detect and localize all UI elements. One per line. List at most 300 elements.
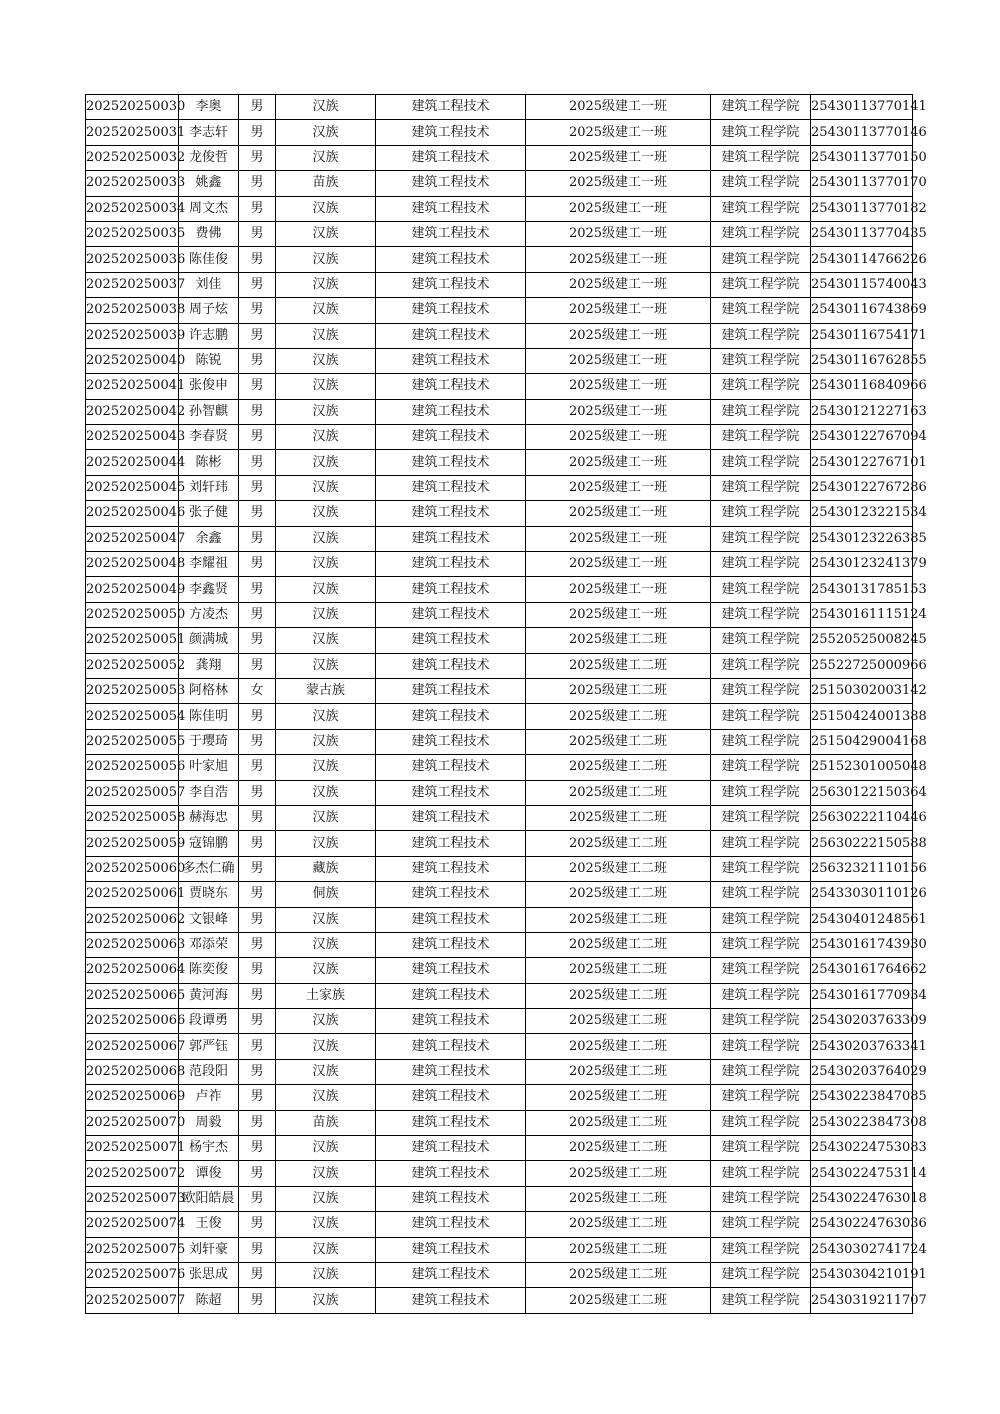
exam-number-cell: 25430131785153 [811,577,913,602]
major-cell: 建筑工程技术 [376,501,526,526]
name-cell: 文银峰 [179,907,239,932]
table-row [86,1009,913,1034]
student-id-cell: 202520250057 [86,780,179,805]
ethnicity-cell: 汉族 [276,1009,376,1034]
class-cell: 2025级建工一班 [526,348,711,373]
college-cell: 建筑工程学院 [711,729,811,754]
table-row [86,272,913,297]
table-row [86,602,913,627]
student-id-cell: 202520250066 [86,1009,179,1034]
exam-number-cell: 25430224753083 [811,1136,913,1161]
student-id-cell: 202520250056 [86,755,179,780]
ethnicity-cell: 侗族 [276,882,376,907]
table-row [86,805,913,830]
exam-number-cell: 25430401248561 [811,907,913,932]
name-cell: 多杰仁确 [179,856,239,881]
gender-cell: 男 [239,882,276,907]
name-cell: 张子健 [179,501,239,526]
exam-number-cell: 25430113770146 [811,120,913,145]
exam-number-cell: 25430113770150 [811,145,913,170]
name-cell: 李奥 [179,95,239,120]
ethnicity-cell: 汉族 [276,729,376,754]
college-cell: 建筑工程学院 [711,272,811,297]
major-cell: 建筑工程技术 [376,1059,526,1084]
college-cell: 建筑工程学院 [711,1237,811,1262]
table-row [86,1262,913,1287]
student-id-cell: 202520250060 [86,856,179,881]
college-cell: 建筑工程学院 [711,399,811,424]
student-id-cell: 202520250038 [86,298,179,323]
gender-cell: 男 [239,425,276,450]
student-id-cell: 202520250071 [86,1136,179,1161]
major-cell: 建筑工程技术 [376,907,526,932]
table-row [86,348,913,373]
major-cell: 建筑工程技术 [376,780,526,805]
student-id-cell: 202520250039 [86,323,179,348]
class-cell: 2025级建工一班 [526,298,711,323]
name-cell: 王俊 [179,1212,239,1237]
major-cell: 建筑工程技术 [376,628,526,653]
major-cell: 建筑工程技术 [376,374,526,399]
gender-cell: 男 [239,1059,276,1084]
gender-cell: 女 [239,678,276,703]
class-cell: 2025级建工二班 [526,704,711,729]
college-cell: 建筑工程学院 [711,602,811,627]
table-row [86,475,913,500]
college-cell: 建筑工程学院 [711,653,811,678]
college-cell: 建筑工程学院 [711,958,811,983]
class-cell: 2025级建工二班 [526,1110,711,1135]
exam-number-cell: 25430116754171 [811,323,913,348]
class-cell: 2025级建工二班 [526,1237,711,1262]
student-id-cell: 202520250055 [86,729,179,754]
major-cell: 建筑工程技术 [376,704,526,729]
student-id-cell: 202520250077 [86,1288,179,1313]
name-cell: 陈奕俊 [179,958,239,983]
table-row [86,450,913,475]
name-cell: 谭俊 [179,1161,239,1186]
table-row [86,729,913,754]
exam-number-cell: 25430161115124 [811,602,913,627]
table-row [86,1136,913,1161]
student-id-cell: 202520250037 [86,272,179,297]
name-cell: 余鑫 [179,526,239,551]
ethnicity-cell: 汉族 [276,831,376,856]
name-cell: 李志轩 [179,120,239,145]
class-cell: 2025级建工一班 [526,526,711,551]
major-cell: 建筑工程技术 [376,323,526,348]
ethnicity-cell: 汉族 [276,501,376,526]
exam-number-cell: 25430116743869 [811,298,913,323]
table-row [86,831,913,856]
student-id-cell: 202520250040 [86,348,179,373]
exam-number-cell: 25430123226385 [811,526,913,551]
name-cell: 李耀祖 [179,552,239,577]
ethnicity-cell: 汉族 [276,425,376,450]
class-cell: 2025级建工二班 [526,1288,711,1313]
table-row [86,399,913,424]
major-cell: 建筑工程技术 [376,247,526,272]
table-row [86,298,913,323]
student-id-cell: 202520250042 [86,399,179,424]
major-cell: 建筑工程技术 [376,653,526,678]
ethnicity-cell: 汉族 [276,1262,376,1287]
student-id-cell: 202520250069 [86,1085,179,1110]
class-cell: 2025级建工一班 [526,399,711,424]
gender-cell: 男 [239,577,276,602]
ethnicity-cell: 汉族 [276,1034,376,1059]
name-cell: 黄河海 [179,983,239,1008]
ethnicity-cell: 汉族 [276,1186,376,1211]
gender-cell: 男 [239,653,276,678]
major-cell: 建筑工程技术 [376,1237,526,1262]
ethnicity-cell: 汉族 [276,1161,376,1186]
major-cell: 建筑工程技术 [376,145,526,170]
class-cell: 2025级建工一班 [526,450,711,475]
class-cell: 2025级建工二班 [526,1034,711,1059]
exam-number-cell: 25430224753114 [811,1161,913,1186]
gender-cell: 男 [239,729,276,754]
student-id-cell: 202520250051 [86,628,179,653]
college-cell: 建筑工程学院 [711,907,811,932]
class-cell: 2025级建工二班 [526,1262,711,1287]
ethnicity-cell: 汉族 [276,399,376,424]
ethnicity-cell: 汉族 [276,1237,376,1262]
college-cell: 建筑工程学院 [711,1161,811,1186]
class-cell: 2025级建工二班 [526,1212,711,1237]
gender-cell: 男 [239,1034,276,1059]
name-cell: 陈超 [179,1288,239,1313]
gender-cell: 男 [239,526,276,551]
table-row [86,1085,913,1110]
student-id-cell: 202520250072 [86,1161,179,1186]
class-cell: 2025级建工二班 [526,780,711,805]
ethnicity-cell: 汉族 [276,526,376,551]
college-cell: 建筑工程学院 [711,348,811,373]
class-cell: 2025级建工一班 [526,602,711,627]
name-cell: 邓添荣 [179,932,239,957]
major-cell: 建筑工程技术 [376,932,526,957]
table-row [86,120,913,145]
college-cell: 建筑工程学院 [711,374,811,399]
table-row [86,1212,913,1237]
major-cell: 建筑工程技术 [376,1136,526,1161]
college-cell: 建筑工程学院 [711,1110,811,1135]
ethnicity-cell: 汉族 [276,628,376,653]
gender-cell: 男 [239,552,276,577]
college-cell: 建筑工程学院 [711,577,811,602]
ethnicity-cell: 藏族 [276,856,376,881]
student-id-cell: 202520250062 [86,907,179,932]
gender-cell: 男 [239,755,276,780]
ethnicity-cell: 汉族 [276,653,376,678]
ethnicity-cell: 汉族 [276,374,376,399]
ethnicity-cell: 汉族 [276,450,376,475]
ethnicity-cell: 汉族 [276,1085,376,1110]
ethnicity-cell: 汉族 [276,247,376,272]
exam-number-cell: 25430223847085 [811,1085,913,1110]
exam-number-cell: 25630222150588 [811,831,913,856]
exam-number-cell: 25430123221534 [811,501,913,526]
table-row [86,1186,913,1211]
major-cell: 建筑工程技术 [376,1212,526,1237]
ethnicity-cell: 汉族 [276,145,376,170]
class-cell: 2025级建工二班 [526,628,711,653]
name-cell: 姚鑫 [179,171,239,196]
exam-number-cell: 25430161764662 [811,958,913,983]
student-id-cell: 202520250031 [86,120,179,145]
name-cell: 周毅 [179,1110,239,1135]
exam-number-cell: 25430114766226 [811,247,913,272]
gender-cell: 男 [239,323,276,348]
exam-number-cell: 25630222110446 [811,805,913,830]
college-cell: 建筑工程学院 [711,780,811,805]
table-row [86,374,913,399]
name-cell: 叶家旭 [179,755,239,780]
student-id-cell: 202520250030 [86,95,179,120]
exam-number-cell: 25430121227163 [811,399,913,424]
ethnicity-cell: 汉族 [276,1136,376,1161]
major-cell: 建筑工程技术 [376,95,526,120]
table-row [86,780,913,805]
gender-cell: 男 [239,1136,276,1161]
name-cell: 陈佳俊 [179,247,239,272]
college-cell: 建筑工程学院 [711,1085,811,1110]
ethnicity-cell: 蒙古族 [276,678,376,703]
major-cell: 建筑工程技术 [376,120,526,145]
college-cell: 建筑工程学院 [711,1136,811,1161]
name-cell: 陈锐 [179,348,239,373]
college-cell: 建筑工程学院 [711,247,811,272]
student-id-cell: 202520250049 [86,577,179,602]
class-cell: 2025级建工二班 [526,1059,711,1084]
exam-number-cell: 25430116762855 [811,348,913,373]
major-cell: 建筑工程技术 [376,1161,526,1186]
major-cell: 建筑工程技术 [376,425,526,450]
student-id-cell: 202520250046 [86,501,179,526]
name-cell: 陈彬 [179,450,239,475]
college-cell: 建筑工程学院 [711,196,811,221]
table-row [86,552,913,577]
college-cell: 建筑工程学院 [711,221,811,246]
gender-cell: 男 [239,501,276,526]
gender-cell: 男 [239,1085,276,1110]
student-id-cell: 202520250052 [86,653,179,678]
major-cell: 建筑工程技术 [376,526,526,551]
college-cell: 建筑工程学院 [711,755,811,780]
exam-number-cell: 25630122150364 [811,780,913,805]
major-cell: 建筑工程技术 [376,1262,526,1287]
student-id-cell: 202520250036 [86,247,179,272]
name-cell: 刘轩玮 [179,475,239,500]
major-cell: 建筑工程技术 [376,1110,526,1135]
college-cell: 建筑工程学院 [711,475,811,500]
exam-number-cell: 25430302741724 [811,1237,913,1262]
ethnicity-cell: 汉族 [276,95,376,120]
table-row [86,1237,913,1262]
table-row [86,1034,913,1059]
student-roster-sheet [85,94,927,1314]
major-cell: 建筑工程技术 [376,577,526,602]
gender-cell: 男 [239,1110,276,1135]
gender-cell: 男 [239,1161,276,1186]
exam-number-cell: 25430116840966 [811,374,913,399]
major-cell: 建筑工程技术 [376,475,526,500]
gender-cell: 男 [239,856,276,881]
table-row [86,247,913,272]
college-cell: 建筑工程学院 [711,831,811,856]
major-cell: 建筑工程技术 [376,882,526,907]
name-cell: 欧阳皓晨 [179,1186,239,1211]
exam-number-cell: 25430113770435 [811,221,913,246]
gender-cell: 男 [239,780,276,805]
student-id-cell: 202520250064 [86,958,179,983]
ethnicity-cell: 汉族 [276,1212,376,1237]
ethnicity-cell: 汉族 [276,958,376,983]
class-cell: 2025级建工二班 [526,653,711,678]
ethnicity-cell: 汉族 [276,755,376,780]
exam-number-cell: 25430123241379 [811,552,913,577]
college-cell: 建筑工程学院 [711,1059,811,1084]
table-row [86,755,913,780]
class-cell: 2025级建工二班 [526,755,711,780]
class-cell: 2025级建工二班 [526,729,711,754]
gender-cell: 男 [239,1262,276,1287]
table-row [86,653,913,678]
exam-number-cell: 25150302003142 [811,678,913,703]
exam-number-cell: 25430161743930 [811,932,913,957]
student-id-cell: 202520250058 [86,805,179,830]
gender-cell: 男 [239,348,276,373]
exam-number-cell: 25430224763036 [811,1212,913,1237]
college-cell: 建筑工程学院 [711,171,811,196]
student-id-cell: 202520250076 [86,1262,179,1287]
ethnicity-cell: 汉族 [276,221,376,246]
student-id-cell: 202520250035 [86,221,179,246]
student-id-cell: 202520250043 [86,425,179,450]
student-id-cell: 202520250065 [86,983,179,1008]
student-id-cell: 202520250033 [86,171,179,196]
exam-number-cell: 25430113770182 [811,196,913,221]
class-cell: 2025级建工二班 [526,678,711,703]
college-cell: 建筑工程学院 [711,1212,811,1237]
table-row [86,1161,913,1186]
name-cell: 孙智麒 [179,399,239,424]
ethnicity-cell: 汉族 [276,120,376,145]
table-row [86,1110,913,1135]
ethnicity-cell: 汉族 [276,907,376,932]
college-cell: 建筑工程学院 [711,932,811,957]
class-cell: 2025级建工一班 [526,425,711,450]
exam-number-cell: 25430304210191 [811,1262,913,1287]
college-cell: 建筑工程学院 [711,704,811,729]
name-cell: 龙俊哲 [179,145,239,170]
gender-cell: 男 [239,1212,276,1237]
name-cell: 李春贤 [179,425,239,450]
gender-cell: 男 [239,145,276,170]
college-cell: 建筑工程学院 [711,1288,811,1313]
class-cell: 2025级建工一班 [526,247,711,272]
student-id-cell: 202520250054 [86,704,179,729]
ethnicity-cell: 汉族 [276,1059,376,1084]
ethnicity-cell: 汉族 [276,552,376,577]
roster-body [86,95,927,1314]
name-cell: 颜满城 [179,628,239,653]
table-row [86,501,913,526]
gender-cell: 男 [239,171,276,196]
student-id-cell: 202520250050 [86,602,179,627]
table-row [86,1288,913,1313]
gender-cell: 男 [239,932,276,957]
class-cell: 2025级建工一班 [526,475,711,500]
gender-cell: 男 [239,704,276,729]
student-id-cell: 202520250067 [86,1034,179,1059]
major-cell: 建筑工程技术 [376,196,526,221]
exam-number-cell: 25150429004168 [811,729,913,754]
exam-number-cell: 25152301005048 [811,755,913,780]
ethnicity-cell: 汉族 [276,704,376,729]
college-cell: 建筑工程学院 [711,805,811,830]
ethnicity-cell: 苗族 [276,1110,376,1135]
student-id-cell: 202520250041 [86,374,179,399]
student-id-cell: 202520250073 [86,1186,179,1211]
exam-number-cell: 25430223847308 [811,1110,913,1135]
major-cell: 建筑工程技术 [376,348,526,373]
major-cell: 建筑工程技术 [376,450,526,475]
ethnicity-cell: 汉族 [276,577,376,602]
name-cell: 贾晓东 [179,882,239,907]
gender-cell: 男 [239,1009,276,1034]
ethnicity-cell: 苗族 [276,171,376,196]
gender-cell: 男 [239,298,276,323]
major-cell: 建筑工程技术 [376,678,526,703]
table-row [86,221,913,246]
gender-cell: 男 [239,805,276,830]
student-id-cell: 202520250045 [86,475,179,500]
name-cell: 费佛 [179,221,239,246]
name-cell: 卢祚 [179,1085,239,1110]
gender-cell: 男 [239,475,276,500]
student-id-cell: 202520250075 [86,1237,179,1262]
table-row [86,882,913,907]
college-cell: 建筑工程学院 [711,298,811,323]
major-cell: 建筑工程技术 [376,552,526,577]
major-cell: 建筑工程技术 [376,755,526,780]
exam-number-cell: 25150424001388 [811,704,913,729]
gender-cell: 男 [239,272,276,297]
gender-cell: 男 [239,602,276,627]
name-cell: 李自浩 [179,780,239,805]
class-cell: 2025级建工一班 [526,577,711,602]
class-cell: 2025级建工一班 [526,120,711,145]
table-row [86,196,913,221]
exam-number-cell: 25430224763018 [811,1186,913,1211]
name-cell: 张思成 [179,1262,239,1287]
class-cell: 2025级建工二班 [526,1136,711,1161]
ethnicity-cell: 土家族 [276,983,376,1008]
table-row [86,145,913,170]
student-id-cell: 202520250044 [86,450,179,475]
exam-number-cell: 25430203763309 [811,1009,913,1034]
name-cell: 陈佳明 [179,704,239,729]
major-cell: 建筑工程技术 [376,221,526,246]
table-row [86,678,913,703]
gender-cell: 男 [239,958,276,983]
gender-cell: 男 [239,1186,276,1211]
class-cell: 2025级建工二班 [526,932,711,957]
college-cell: 建筑工程学院 [711,882,811,907]
college-cell: 建筑工程学院 [711,425,811,450]
